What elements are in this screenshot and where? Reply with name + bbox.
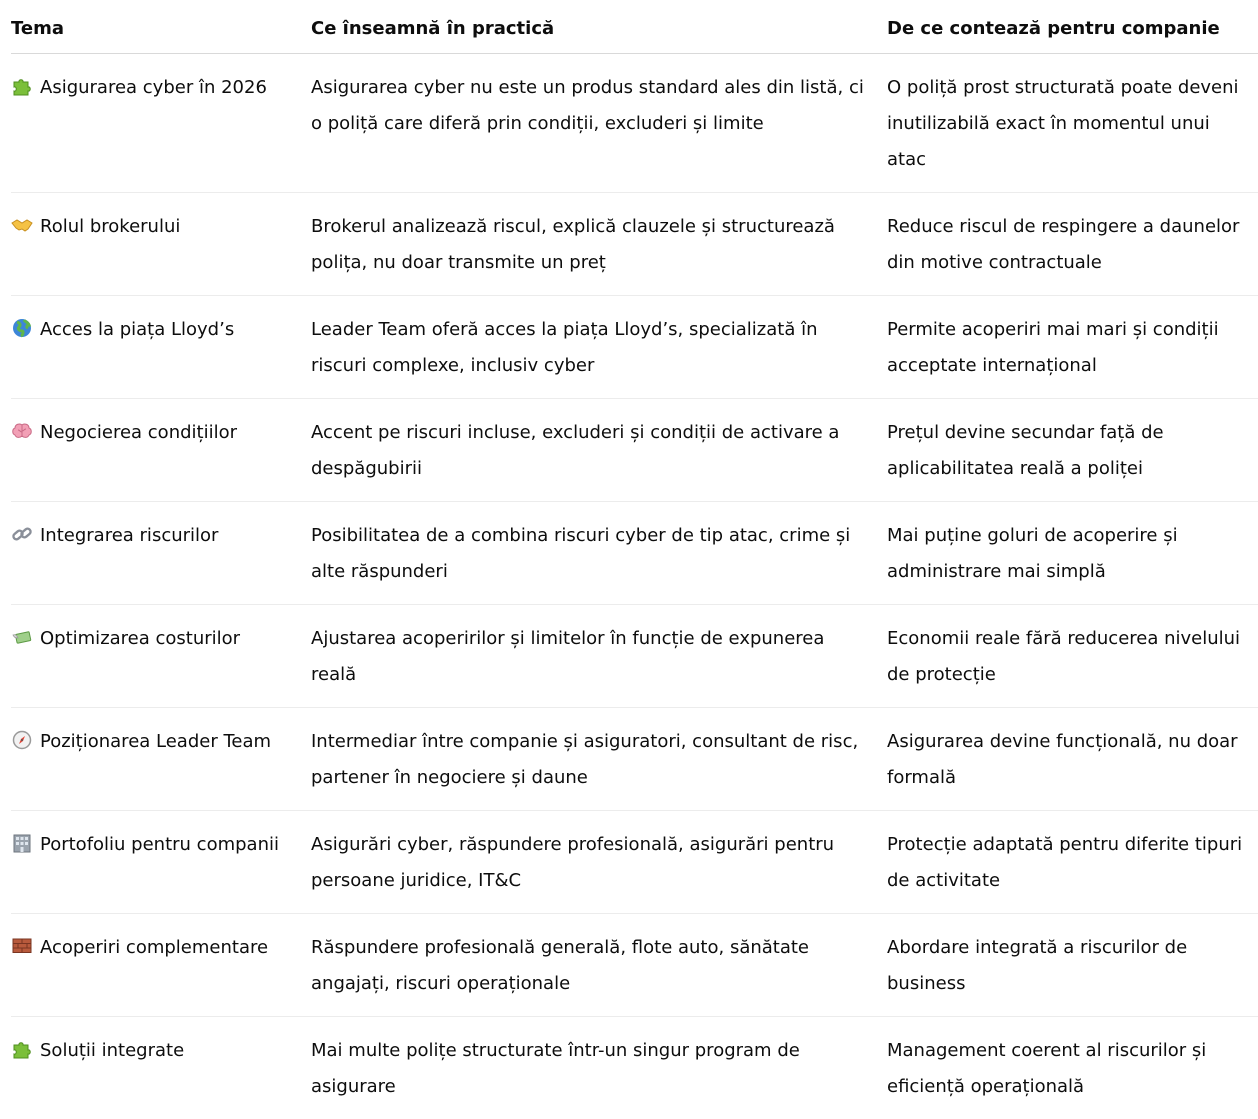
practica-text: Asigurări cyber, răspundere profesională, asigurări pentru persoane juridice, IT&C (311, 811, 887, 899)
bricks-icon (11, 936, 33, 956)
cell-importanta (887, 54, 1258, 193)
tema-text: Optimizarea costurilor (40, 628, 240, 649)
brain-icon (11, 421, 33, 441)
table-body (11, 54, 1258, 1119)
cell-tema (11, 502, 311, 605)
cell-practica (311, 502, 887, 605)
cell-tema (11, 605, 311, 708)
cell-tema (11, 54, 311, 193)
table-row (11, 1017, 1258, 1119)
header-tema-label: Tema (11, 18, 64, 39)
cell-practica (311, 708, 887, 811)
header-practica-label: Ce înseamnă în practică (311, 18, 554, 39)
cell-tema (11, 399, 311, 502)
cell-practica (311, 811, 887, 914)
cell-importanta (887, 296, 1258, 399)
table-row (11, 811, 1258, 914)
importanta-text: Abordare integrată a riscurilor de business (887, 914, 1258, 1002)
handshake-icon (11, 215, 33, 235)
importanta-text: Management coerent al riscurilor și eficiență operațională (887, 1017, 1258, 1105)
table-row (11, 502, 1258, 605)
practica-text: Asigurarea cyber nu este un produs standard ales din listă, ci o poliță care diferă prin condiții, excluderi și limite (311, 54, 887, 142)
importanta-text: Reduce riscul de respingere a daunelor din motive contractuale (887, 193, 1258, 281)
cell-importanta (887, 914, 1258, 1017)
cell-importanta (887, 708, 1258, 811)
cell-importanta (887, 502, 1258, 605)
globe-icon (11, 318, 33, 338)
cell-tema (11, 193, 311, 296)
puzzle-icon (11, 1039, 33, 1059)
table-row (11, 708, 1258, 811)
table-row (11, 605, 1258, 708)
cell-importanta (887, 811, 1258, 914)
office-building-icon (11, 833, 33, 853)
practica-text: Posibilitatea de a combina riscuri cyber de tip atac, crime și alte răspunderi (311, 502, 887, 590)
table-row (11, 54, 1258, 193)
cell-practica (311, 605, 887, 708)
table-row (11, 193, 1258, 296)
puzzle-icon (11, 76, 33, 96)
practica-text: Leader Team oferă acces la piața Lloyd’s, specializată în riscuri complexe, inclusiv cyber (311, 296, 887, 384)
importanta-text: Asigurarea devine funcțională, nu doar formală (887, 708, 1258, 796)
table-row (11, 399, 1258, 502)
cell-practica (311, 914, 887, 1017)
tema-text: Soluții integrate (40, 1040, 184, 1061)
practica-text: Mai multe polițe structurate într-un singur program de asigurare (311, 1017, 887, 1105)
importanta-text: Economii reale fără reducerea nivelului de protecție (887, 605, 1258, 693)
tema-text: Integrarea riscurilor (40, 525, 218, 546)
practica-text: Răspundere profesională generală, flote auto, sănătate angajați, riscuri operaționale (311, 914, 887, 1002)
cell-practica (311, 296, 887, 399)
money-wings-icon (11, 627, 33, 647)
tema-text: Negocierea condițiilor (40, 422, 237, 443)
cell-importanta (887, 1017, 1258, 1119)
cell-tema (11, 296, 311, 399)
importanta-text: O poliță prost structurată poate deveni inutilizabilă exact în momentul unui atac (887, 54, 1258, 178)
cell-importanta (887, 605, 1258, 708)
cell-practica (311, 1017, 887, 1119)
header-importanta (887, 0, 1258, 54)
tema-text: Asigurarea cyber în 2026 (40, 77, 267, 98)
practica-text: Accent pe riscuri incluse, excluderi și condiții de activare a despăgubirii (311, 399, 887, 487)
cell-importanta (887, 193, 1258, 296)
practica-text: Brokerul analizează riscul, explică clauzele și structurează polița, nu doar transmite un preț (311, 193, 887, 281)
importanta-text: Mai puține goluri de acoperire și administrare mai simplă (887, 502, 1258, 590)
header-importanta-label: De ce contează pentru companie (887, 18, 1220, 39)
importanta-text: Prețul devine secundar față de aplicabilitatea reală a poliței (887, 399, 1258, 487)
cell-tema (11, 914, 311, 1017)
cell-importanta (887, 399, 1258, 502)
table-row (11, 914, 1258, 1017)
tema-text: Poziționarea Leader Team (40, 731, 271, 752)
importanta-text: Permite acoperiri mai mari și condiții acceptate internațional (887, 296, 1258, 384)
tema-text: Acces la piața Lloyd’s (40, 319, 234, 340)
practica-text: Ajustarea acoperirilor și limitelor în funcție de expunerea reală (311, 605, 887, 693)
header-tema (11, 0, 311, 54)
header-row (11, 0, 1258, 54)
cell-practica (311, 399, 887, 502)
tema-text: Rolul brokerului (40, 216, 180, 237)
practica-text: Intermediar între companie și asiguratori, consultant de risc, partener în negociere și daune (311, 708, 887, 796)
tema-text: Portofoliu pentru companii (40, 834, 279, 855)
cell-practica (311, 54, 887, 193)
cell-tema (11, 811, 311, 914)
header-practica (311, 0, 887, 54)
importanta-text: Protecție adaptată pentru diferite tipuri de activitate (887, 811, 1258, 899)
table-row (11, 296, 1258, 399)
cell-tema (11, 708, 311, 811)
compass-icon (11, 730, 33, 750)
cell-practica (311, 193, 887, 296)
info-table (11, 0, 1258, 1119)
tema-text: Acoperiri complementare (40, 937, 268, 958)
table-header (11, 0, 1258, 54)
cell-tema (11, 1017, 311, 1119)
link-icon (11, 524, 33, 544)
